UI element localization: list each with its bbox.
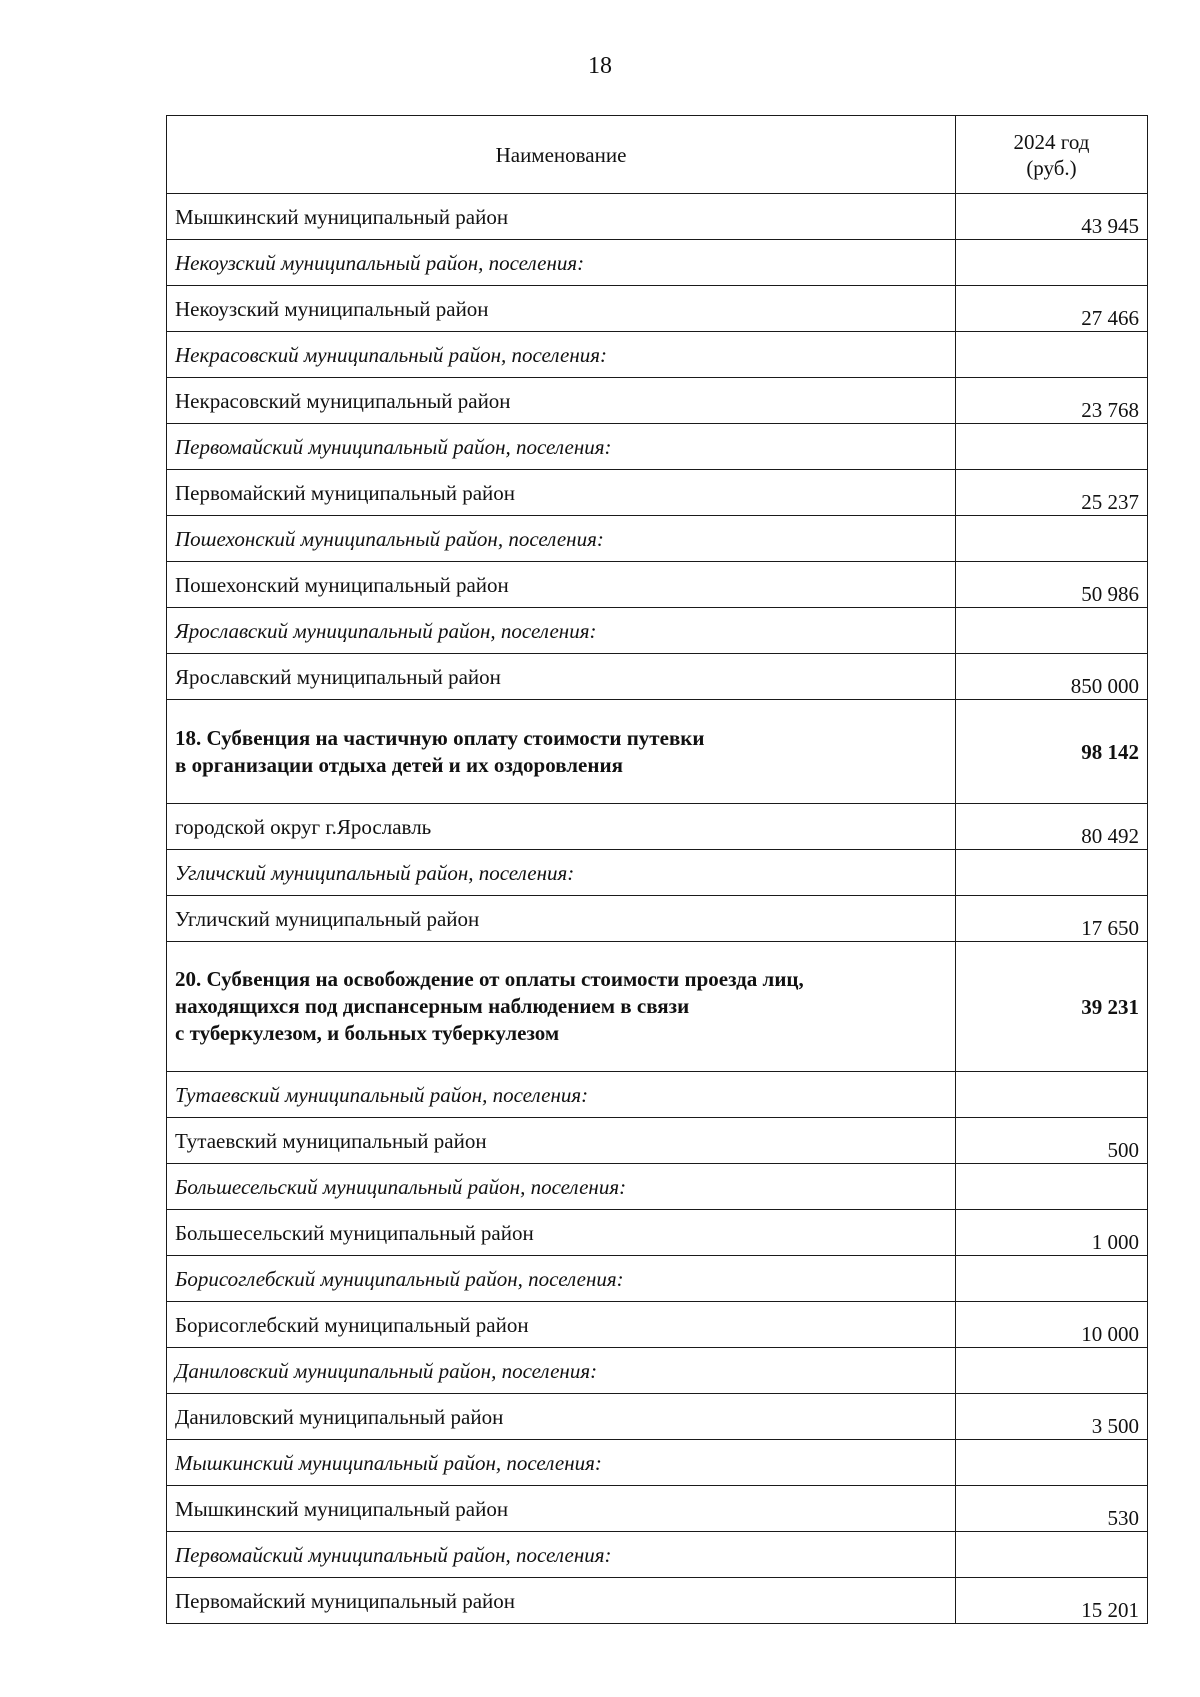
table-row <box>167 896 1148 942</box>
group-heading: Первомайский муниципальный район, поселения: <box>167 424 956 470</box>
amount-cell <box>956 850 1148 896</box>
district-name: Некоузский муниципальный район <box>167 286 956 332</box>
amount-cell: 17 650 <box>956 896 1148 942</box>
group-heading-row <box>167 850 1148 896</box>
table-header-row <box>167 116 1148 194</box>
section-title <box>167 942 956 1072</box>
column-header-unit: (руб.) <box>1026 155 1077 180</box>
district-name: Пошехонский муниципальный район <box>167 562 956 608</box>
group-heading-row <box>167 1072 1148 1118</box>
district-name: Мышкинский муниципальный район <box>167 1486 956 1532</box>
group-heading: Большесельский муниципальный район, поселения: <box>167 1164 956 1210</box>
amount-cell: 850 000 <box>956 654 1148 700</box>
amount-cell: 1 000 <box>956 1210 1148 1256</box>
group-heading: Борисоглебский муниципальный район, поселения: <box>167 1256 956 1302</box>
group-heading-row <box>167 1440 1148 1486</box>
page-number: 18 <box>588 53 612 79</box>
amount-cell: 80 492 <box>956 804 1148 850</box>
amount-cell: 530 <box>956 1486 1148 1532</box>
table-row <box>167 654 1148 700</box>
district-name: Угличский муниципальный район <box>167 896 956 942</box>
amount-cell: 23 768 <box>956 378 1148 424</box>
group-heading-row <box>167 424 1148 470</box>
table-row <box>167 194 1148 240</box>
amount-cell: 500 <box>956 1118 1148 1164</box>
amount-cell <box>956 1532 1148 1578</box>
group-heading: Некоузский муниципальный район, поселения: <box>167 240 956 286</box>
section-title-line: находящихся под диспансерным наблюдением в связи <box>175 994 690 1018</box>
amount-cell: 25 237 <box>956 470 1148 516</box>
column-header-value <box>956 116 1148 194</box>
district-name: Ярославский муниципальный район <box>167 654 956 700</box>
district-name: Мышкинский муниципальный район <box>167 194 956 240</box>
group-heading: Мышкинский муниципальный район, поселения: <box>167 1440 956 1486</box>
group-heading-row <box>167 332 1148 378</box>
district-name: Некрасовский муниципальный район <box>167 378 956 424</box>
group-heading-row <box>167 1348 1148 1394</box>
subvention-table <box>166 115 1148 1624</box>
group-heading: Даниловский муниципальный район, поселения: <box>167 1348 956 1394</box>
section-title-line: в организации отдыха детей и их оздоровления <box>175 752 623 777</box>
table-row <box>167 1210 1148 1256</box>
amount-cell <box>956 424 1148 470</box>
group-heading: Тутаевский муниципальный район, поселения: <box>167 1072 956 1118</box>
column-header-name: Наименование <box>167 116 956 194</box>
table-row <box>167 562 1148 608</box>
amount-cell <box>956 1440 1148 1486</box>
group-heading-row <box>167 240 1148 286</box>
amount-cell <box>956 1348 1148 1394</box>
amount-cell: 50 986 <box>956 562 1148 608</box>
amount-cell: 43 945 <box>956 194 1148 240</box>
amount-cell: 98 142 <box>956 700 1148 804</box>
district-name: городской округ г.Ярославль <box>167 804 956 850</box>
district-name: Большесельский муниципальный район <box>167 1210 956 1256</box>
amount-cell: 27 466 <box>956 286 1148 332</box>
table-row <box>167 1302 1148 1348</box>
group-heading: Ярославский муниципальный район, поселения: <box>167 608 956 654</box>
group-heading: Угличский муниципальный район, поселения: <box>167 850 956 896</box>
amount-cell <box>956 516 1148 562</box>
amount-cell <box>956 1072 1148 1118</box>
amount-cell <box>956 1164 1148 1210</box>
section-title-line: с туберкулезом, и больных туберкулезом <box>175 1021 560 1045</box>
section-title-line: 20. Субвенция на освобождение от оплаты стоимости проезда лиц, <box>175 967 804 991</box>
table-row <box>167 804 1148 850</box>
group-heading: Пошехонский муниципальный район, поселения: <box>167 516 956 562</box>
group-heading-row <box>167 1256 1148 1302</box>
table-row <box>167 470 1148 516</box>
section-row <box>167 942 1148 1072</box>
amount-cell: 15 201 <box>956 1578 1148 1624</box>
group-heading: Некрасовский муниципальный район, поселения: <box>167 332 956 378</box>
district-name: Даниловский муниципальный район <box>167 1394 956 1440</box>
section-row <box>167 700 1148 804</box>
section-title-line: 18. Субвенция на частичную оплату стоимости путевки <box>175 725 705 750</box>
group-heading-row <box>167 608 1148 654</box>
table-row <box>167 1394 1148 1440</box>
section-title <box>167 700 956 804</box>
column-header-year: 2024 год <box>1013 129 1090 154</box>
table-row <box>167 286 1148 332</box>
group-heading-row <box>167 1164 1148 1210</box>
amount-cell: 39 231 <box>956 942 1148 1072</box>
amount-cell: 10 000 <box>956 1302 1148 1348</box>
table-row <box>167 378 1148 424</box>
table-row <box>167 1118 1148 1164</box>
table-body <box>167 194 1148 1624</box>
amount-cell <box>956 240 1148 286</box>
amount-cell <box>956 332 1148 378</box>
group-heading: Первомайский муниципальный район, поселения: <box>167 1532 956 1578</box>
district-name: Тутаевский муниципальный район <box>167 1118 956 1164</box>
amount-cell <box>956 608 1148 654</box>
group-heading-row <box>167 1532 1148 1578</box>
table-row <box>167 1578 1148 1624</box>
district-name: Борисоглебский муниципальный район <box>167 1302 956 1348</box>
district-name: Первомайский муниципальный район <box>167 470 956 516</box>
amount-cell <box>956 1256 1148 1302</box>
amount-cell: 3 500 <box>956 1394 1148 1440</box>
group-heading-row <box>167 516 1148 562</box>
district-name: Первомайский муниципальный район <box>167 1578 956 1624</box>
table-row <box>167 1486 1148 1532</box>
